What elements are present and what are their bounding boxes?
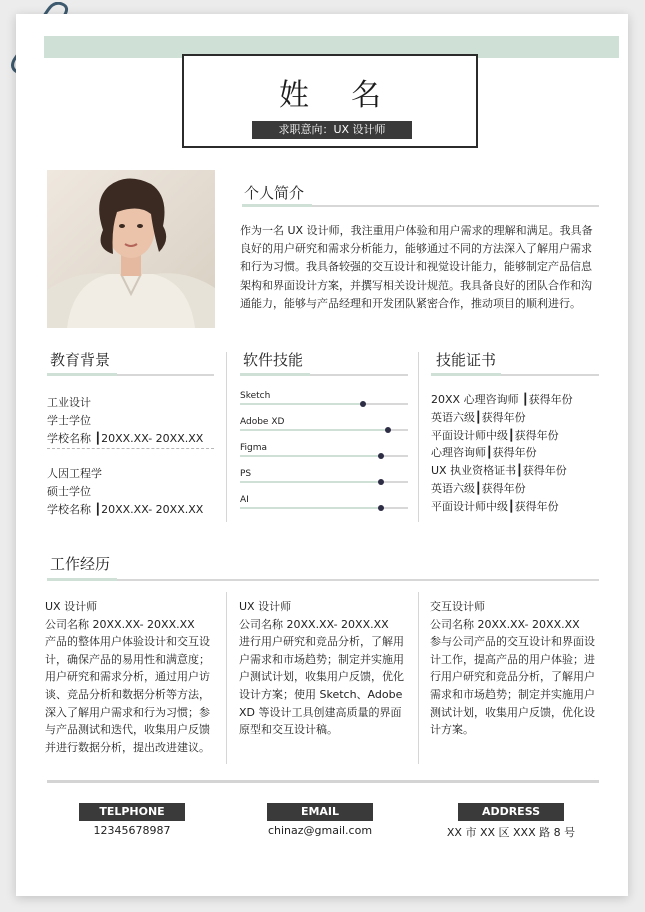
education-accent (47, 373, 117, 376)
education-major: 工业设计 (47, 396, 91, 409)
certificate-item: 平面设计师中级┃获得年份 (431, 428, 559, 442)
certificate-item: 英语六级┃获得年份 (431, 410, 526, 424)
work-divider (47, 579, 599, 581)
footer-divider (47, 780, 599, 783)
education-major: 人因工程学 (47, 467, 102, 480)
name-box (182, 54, 478, 148)
skill-level-dot (378, 453, 384, 459)
column-divider (226, 592, 227, 764)
education-school: 学校名称 ┃20XX.XX- 20XX.XX (47, 432, 204, 446)
skill-row (240, 414, 408, 436)
job-position: UX 设计师 (45, 600, 98, 613)
skill-name: Adobe XD (240, 417, 285, 427)
certificate-item: 20XX 心理咨询师 ┃获得年份 (431, 393, 573, 406)
skill-level-dot (360, 401, 366, 407)
profile-text: 作为一名 UX 设计师，我注重用户体验和用户需求的理解和满足。我具备良好的用户研究和需求分析能力，能够通过不同的方法深入了解用户需求和行为习惯。我具备较强的交互设计和视觉设计能力，能够制定产品信息架构和界面设计方案，并撰写相关设计规范。我具备良好的团队合作和沟通能力，能够与产品经理和开发团队紧密合作，推动项目的顺利进行。 (240, 224, 593, 310)
education-degree: 学士学位 (47, 414, 91, 428)
skill-track (240, 481, 408, 483)
skill-level-fill (240, 507, 381, 509)
column-divider (418, 352, 419, 522)
column-divider (226, 352, 227, 522)
skills-title: 软件技能 (243, 351, 304, 369)
skill-name: PS (240, 469, 252, 479)
education-degree: 硕士学位 (47, 485, 91, 499)
skill-name: Figma (240, 443, 268, 453)
skill-level-fill (240, 429, 388, 431)
skill-name: Sketch (240, 391, 271, 401)
profile-accent (242, 204, 312, 207)
job-description: 进行用户研究和竞品分析，了解用户需求和市场趋势；制定并实施用户测试计划，收集用户反馈，优化设计方案；使用 Sketch、Adobe XD 等设计工具创建高质量的界面原型和交互设计稿。 (239, 635, 404, 737)
profile-title: 个人简介 (244, 184, 305, 202)
phone-value[interactable]: 12345678987 (93, 824, 171, 837)
education-separator (47, 448, 214, 449)
skill-track (240, 429, 408, 431)
certificates-title: 技能证书 (436, 351, 497, 369)
education-entry (47, 394, 217, 449)
job-company: 公司名称 20XX.XX- 20XX.XX (430, 617, 580, 631)
job-description: 参与公司产品的交互设计和界面设计工作，提高产品的用户体验；进行用户研究和竞品分析，了解用户需求和市场趋势；制定并实施用户测试计划，收集用户反馈，优化设计方案。 (430, 635, 595, 737)
phone-label: TELPHONE (79, 803, 185, 821)
skill-row (240, 492, 408, 514)
job-company: 公司名称 20XX.XX- 20XX.XX (45, 617, 195, 631)
skill-level-fill (240, 403, 363, 405)
skills-accent (240, 373, 310, 376)
certificates-list (431, 391, 606, 516)
job-position: UX 设计师 (239, 600, 292, 613)
candidate-name: 姓名 (279, 78, 423, 113)
skill-row (240, 466, 408, 488)
skill-level-fill (240, 481, 381, 483)
address-label: ADDRESS (458, 803, 564, 821)
skill-level-dot (385, 427, 391, 433)
job-description: 产品的整体用户体验设计和交互设计，确保产品的易用性和满意度；用户研究和需求分析，通过用户访谈、竞品分析和数据分析等方法，深入了解用户需求和行为习惯；参与产品测试和迭代，收集用户反馈并进行数据分析，提出改进建议。 (45, 635, 210, 754)
job-intent-badge: 求职意向：UX 设计师 (252, 121, 412, 139)
work-job (45, 598, 217, 756)
skill-level-dot (378, 479, 384, 485)
address-value: XX 市 XX 区 XXX 路 8 号 (446, 826, 576, 839)
email-value[interactable]: chinaz@gmail.com (267, 824, 373, 837)
column-divider (418, 592, 419, 764)
work-job (430, 598, 600, 739)
work-title: 工作经历 (50, 555, 111, 573)
certificate-item: 心理咨询师┃获得年份 (431, 446, 537, 460)
email-label: EMAIL (267, 803, 373, 821)
certificate-item: UX 执业资格证书┃获得年份 (431, 464, 567, 478)
education-title: 教育背景 (50, 351, 111, 369)
skill-level-dot (378, 505, 384, 511)
skill-name: AI (240, 495, 249, 505)
job-position: 交互设计师 (430, 600, 485, 613)
skill-track (240, 507, 408, 509)
certificate-item: 英语六级┃获得年份 (431, 481, 526, 495)
skill-row (240, 440, 408, 462)
skill-track (240, 455, 408, 457)
work-job (239, 598, 409, 739)
certificate-item: 平面设计师中级┃获得年份 (431, 499, 559, 513)
skill-row (240, 388, 408, 410)
skill-track (240, 403, 408, 405)
education-entry (47, 465, 217, 520)
profile-photo (47, 170, 215, 328)
skill-level-fill (240, 455, 381, 457)
certificates-accent (431, 373, 501, 376)
job-company: 公司名称 20XX.XX- 20XX.XX (239, 617, 389, 631)
skills-list (240, 388, 410, 518)
education-school: 学校名称 ┃20XX.XX- 20XX.XX (47, 503, 204, 517)
work-accent (47, 578, 117, 581)
